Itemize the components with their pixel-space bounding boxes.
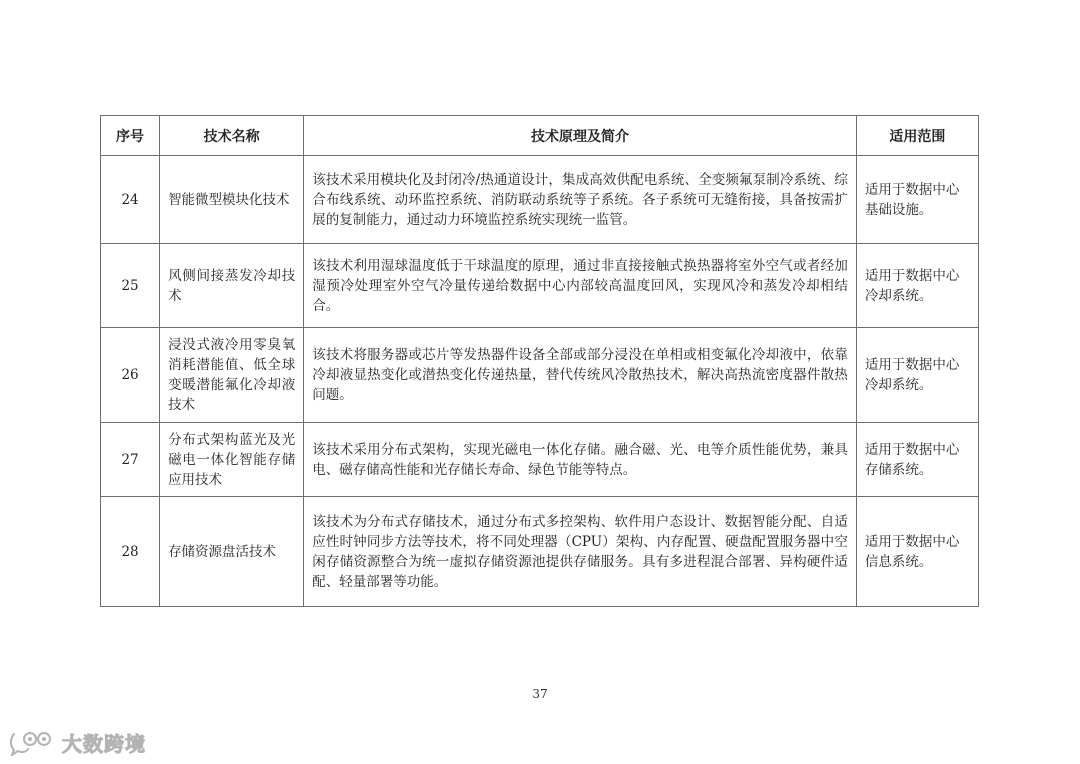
row-serial-number: 26 [101, 328, 160, 423]
row-technology-name: 智能微型模块化技术 [160, 156, 304, 244]
speech-bubble-logo-icon [8, 730, 56, 756]
row-serial-number: 28 [101, 497, 160, 607]
header-applicable-scope: 适用范围 [856, 116, 978, 156]
header-principle-description: 技术原理及简介 [304, 116, 857, 156]
row-description: 该技术将服务器或芯片等发热器件设备全部或部分浸没在单相或相变氟化冷却液中，依靠冷却液显热变化或潜热变化传递热量，替代传统风冷散热技术，解决高热流密度器件散热问题。 [304, 328, 857, 423]
page-number: 37 [532, 687, 548, 701]
row-applicable-scope: 适用于数据中心冷却系统。 [856, 328, 978, 423]
row-description: 该技术利用湿球温度低于干球温度的原理，通过非直接接触式换热器将室外空气或者经加湿预冷处理室外空气冷量传递给数据中心内部较高温度回风，实现风冷和蒸发冷却相结合。 [304, 244, 857, 328]
watermark [8, 728, 146, 757]
row-technology-name: 浸没式液冷用零臭氧消耗潜能值、低全球变暖潜能氟化冷却液技术 [160, 328, 304, 423]
table-row [101, 156, 979, 244]
row-description: 该技术为分布式存储技术，通过分布式多控架构、软件用户态设计、数据智能分配、自适应性时钟同步方法等技术，将不同处理器（CPU）架构、内存配置、硬盘配置服务器中空闲存储资源整合为统一虚拟存储资源池提供存储服务。具有多进程混合部署、异构硬件适配、轻量部署等功能。 [304, 497, 857, 607]
row-serial-number: 24 [101, 156, 160, 244]
watermark-text: 大数跨境 [62, 732, 146, 756]
row-applicable-scope: 适用于数据中心存储系统。 [856, 423, 978, 497]
row-applicable-scope: 适用于数据中心信息系统。 [856, 497, 978, 607]
table-row [101, 244, 979, 328]
table-row [101, 497, 979, 607]
row-description: 该技术采用模块化及封闭冷/热通道设计，集成高效供配电系统、全变频氟泵制冷系统、综合布线系统、动环监控系统、消防联动系统等子系统。各子系统可无缝衔接，具备按需扩展的复制能力，通过动力环境监控系统实现统一监管。 [304, 156, 857, 244]
header-technology-name: 技术名称 [160, 116, 304, 156]
row-technology-name: 分布式架构蓝光及光磁电一体化智能存储应用技术 [160, 423, 304, 497]
table-header-row [101, 116, 979, 156]
row-applicable-scope: 适用于数据中心冷却系统。 [856, 244, 978, 328]
row-technology-name: 风侧间接蒸发冷却技术 [160, 244, 304, 328]
row-serial-number: 25 [101, 244, 160, 328]
row-technology-name: 存储资源盘活技术 [160, 497, 304, 607]
header-serial-number: 序号 [101, 116, 160, 156]
table-row [101, 423, 979, 497]
table-row [101, 328, 979, 423]
technology-table [100, 115, 979, 607]
row-applicable-scope: 适用于数据中心基础设施。 [856, 156, 978, 244]
row-description: 该技术采用分布式架构，实现光磁电一体化存储。融合磁、光、电等介质性能优势，兼具电、磁存储高性能和光存储长寿命、绿色节能等特点。 [304, 423, 857, 497]
row-serial-number: 27 [101, 423, 160, 497]
